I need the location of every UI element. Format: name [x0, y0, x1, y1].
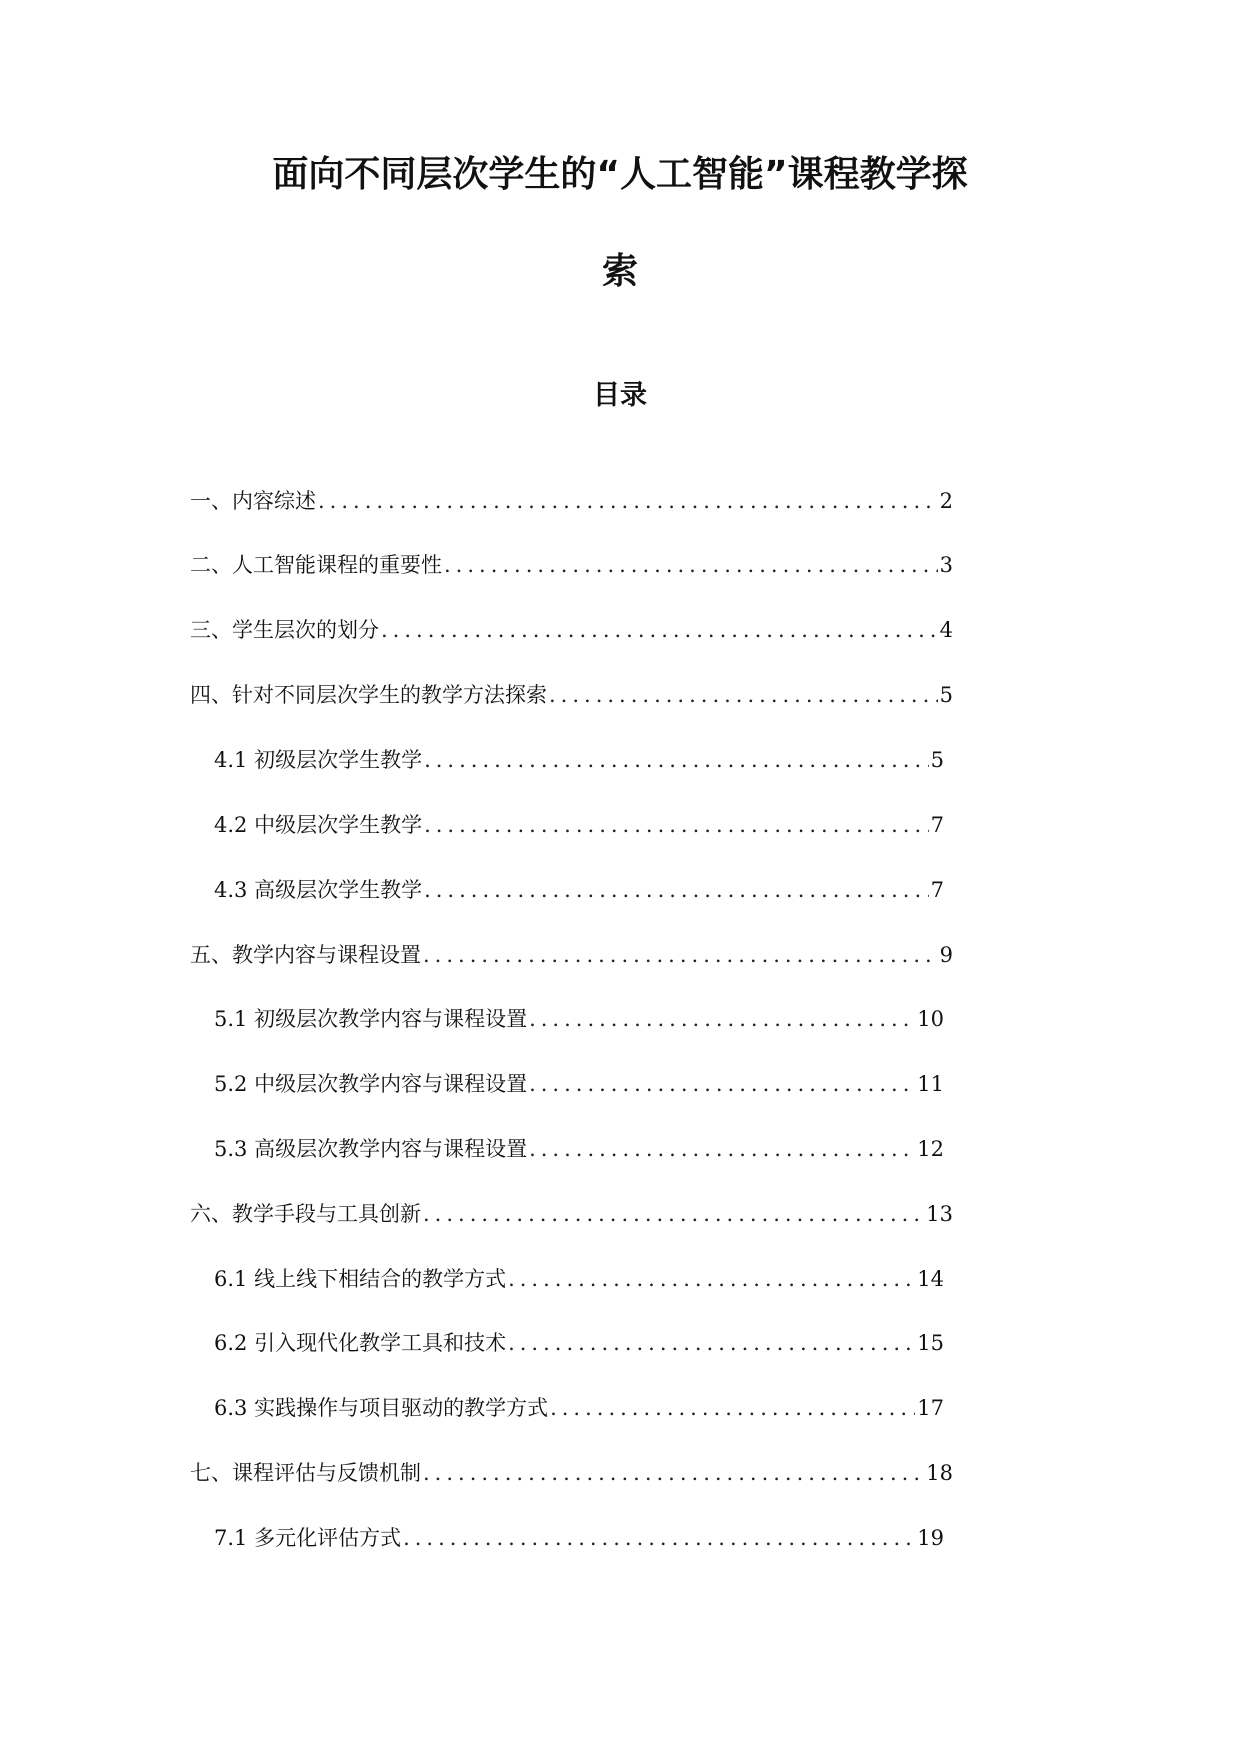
document-title-line-2: 索: [601, 251, 638, 292]
toc-entry[interactable]: [190, 940, 953, 970]
document-title-line-1: 面向不同层次学生的“人工智能”课程教学探: [272, 154, 968, 195]
toc-entry[interactable]: [214, 745, 944, 775]
toc-entry-page: 5: [930, 748, 944, 772]
toc-dot-leader: [550, 1393, 915, 1423]
toc-entry-label: 六、教学手段与工具创新: [190, 1202, 421, 1226]
toc-entry-label: 6.2 引入现代化教学工具和技术: [214, 1331, 507, 1355]
toc-entry[interactable]: [190, 615, 953, 645]
toc-dot-leader: [529, 1004, 915, 1034]
toc-entry[interactable]: [190, 1458, 953, 1488]
toc-dot-leader: [423, 1458, 924, 1488]
toc-dot-leader: [318, 486, 938, 516]
toc-dot-leader: [423, 1199, 924, 1229]
toc-entry[interactable]: [214, 1069, 944, 1099]
toc-entry[interactable]: [214, 1264, 944, 1294]
toc-entry-page: 19: [917, 1526, 944, 1550]
toc-entry-label: 四、针对不同层次学生的教学方法探索: [190, 683, 547, 707]
toc-dot-leader: [508, 1328, 915, 1358]
toc-entry-page: 7: [930, 813, 944, 837]
toc-entry-page: 10: [917, 1007, 944, 1031]
toc-entry-page: 5: [939, 683, 953, 707]
toc-entry[interactable]: [214, 1004, 944, 1034]
toc-dot-leader: [403, 1523, 915, 1553]
toc-entry-page: 18: [926, 1461, 953, 1485]
toc-entry-label: 一、内容综述: [190, 489, 316, 513]
toc-entry[interactable]: [190, 1199, 953, 1229]
toc-entry-page: 15: [917, 1331, 944, 1355]
toc-entry-page: 17: [917, 1396, 944, 1420]
toc-entry[interactable]: [190, 680, 953, 710]
toc-entry[interactable]: [214, 1523, 944, 1553]
toc-dot-leader: [508, 1264, 915, 1294]
toc-entry-page: 11: [917, 1072, 944, 1096]
toc-entry-label: 五、教学内容与课程设置: [190, 943, 421, 967]
toc-entry[interactable]: [214, 810, 944, 840]
toc-entry[interactable]: [214, 1328, 944, 1358]
toc-entry-page: 2: [939, 489, 953, 513]
toc-entry-label: 4.3 高级层次学生教学: [214, 878, 423, 902]
toc-dot-leader: [424, 745, 929, 775]
toc-entry-label: 5.3 高级层次教学内容与课程设置: [214, 1137, 528, 1161]
toc-dot-leader: [423, 940, 938, 970]
toc-entry-page: 7: [930, 878, 944, 902]
toc-entry-label: 6.1 线上线下相结合的教学方式: [214, 1267, 507, 1291]
toc-dot-leader: [444, 550, 938, 580]
toc-entry-label: 七、课程评估与反馈机制: [190, 1461, 421, 1485]
toc-entry[interactable]: [190, 486, 953, 516]
toc-entry-label: 7.1 多元化评估方式: [214, 1526, 402, 1550]
toc-dot-leader: [529, 1134, 915, 1164]
toc-entry-label: 5.2 中级层次教学内容与课程设置: [214, 1072, 528, 1096]
toc-entry-label: 二、人工智能课程的重要性: [190, 553, 442, 577]
toc-dot-leader: [424, 875, 929, 905]
toc-entry-page: 12: [917, 1137, 944, 1161]
toc-entry-page: 13: [926, 1202, 953, 1226]
toc-entry-page: 4: [939, 618, 953, 642]
toc-dot-leader: [381, 615, 938, 645]
toc-entry[interactable]: [214, 1393, 944, 1423]
toc-entry-label: 4.1 初级层次学生教学: [214, 748, 423, 772]
toc-heading: 目录: [593, 380, 647, 411]
toc-entry[interactable]: [214, 1134, 944, 1164]
toc-dot-leader: [529, 1069, 915, 1099]
toc-entry[interactable]: [214, 875, 944, 905]
toc-entry-page: 9: [939, 943, 953, 967]
toc-entry-page: 14: [917, 1267, 944, 1291]
toc-entry[interactable]: [190, 550, 953, 580]
toc-entry-label: 三、学生层次的划分: [190, 618, 379, 642]
toc-entry-label: 6.3 实践操作与项目驱动的教学方式: [214, 1396, 549, 1420]
toc-entry-label: 4.2 中级层次学生教学: [214, 813, 423, 837]
toc-entry-label: 5.1 初级层次教学内容与课程设置: [214, 1007, 528, 1031]
toc-dot-leader: [424, 810, 929, 840]
toc-entry-page: 3: [939, 553, 953, 577]
toc-dot-leader: [549, 680, 938, 710]
